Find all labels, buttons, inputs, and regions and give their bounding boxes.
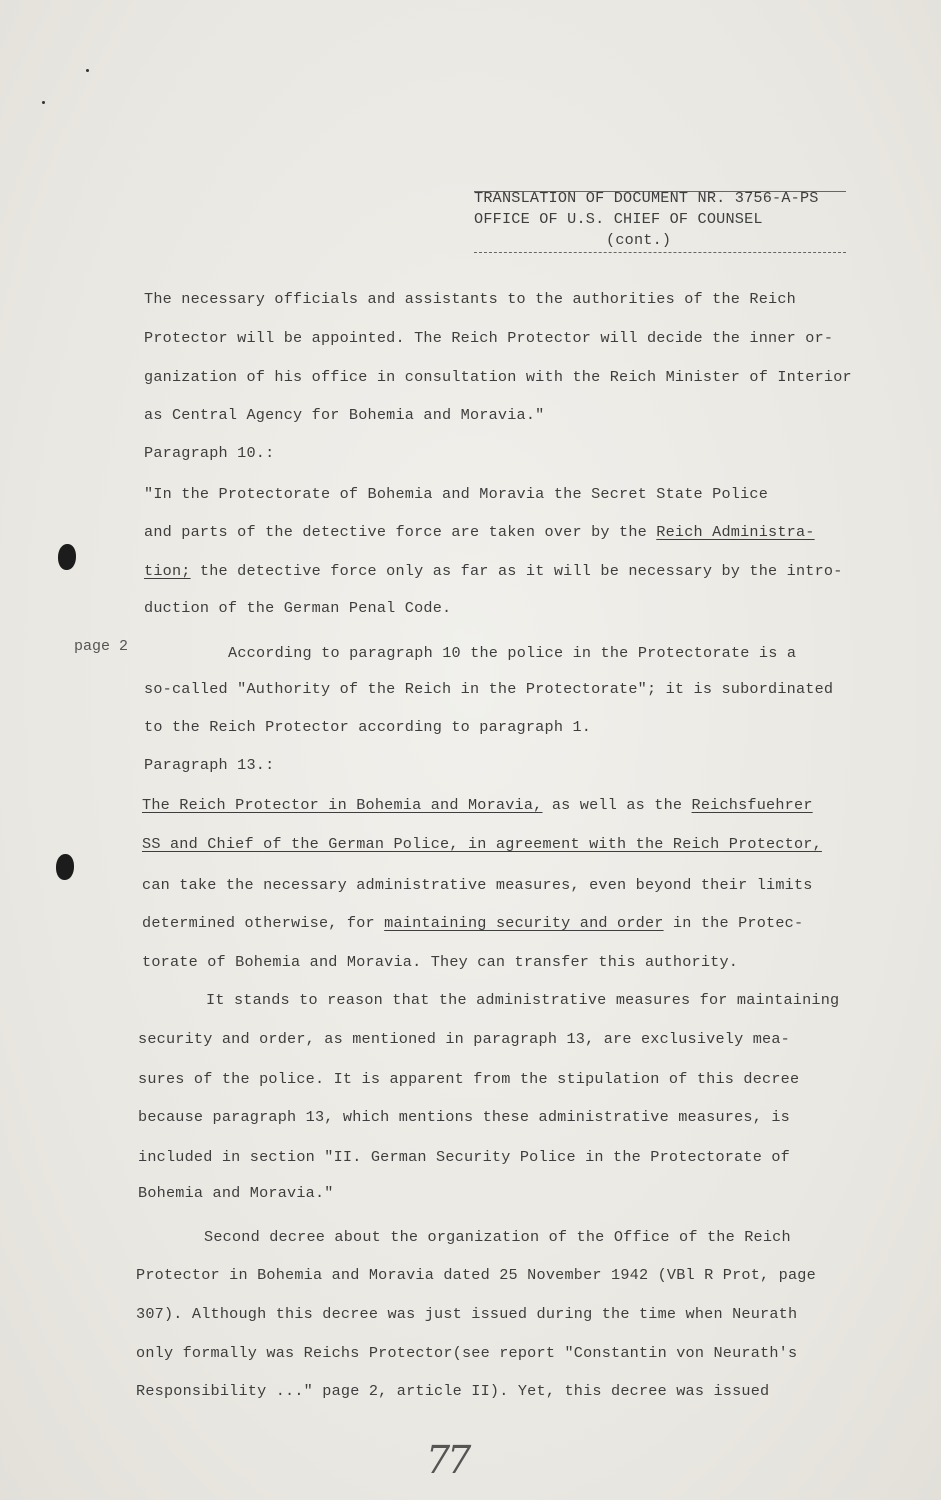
ink-speck: [86, 69, 89, 72]
underlined-text: tion;: [144, 562, 191, 580]
body-line: [144, 523, 815, 541]
underlined-text: Reichsfuehrer: [691, 796, 813, 814]
body-line: sures of the police. It is apparent from the stipulation of this decree: [138, 1070, 800, 1088]
body-line: because paragraph 13, which mentions these administrative measures, is: [138, 1108, 790, 1126]
body-text: as well as the: [542, 796, 692, 814]
body-text: the detective force only as far as it will be necessary by the intro-: [190, 562, 843, 580]
body-line: Protector in Bohemia and Moravia dated 25 November 1942 (VBl R Prot, page: [136, 1266, 816, 1284]
body-line: duction of the German Penal Code.: [144, 599, 452, 617]
underlined-text: SS and Chief of the German Police, in agreement with the Reich Protector,: [142, 835, 822, 853]
header-office: OFFICE OF U.S. CHIEF OF COUNSEL: [474, 210, 763, 228]
ink-speck: [42, 101, 45, 104]
body-text: in the Protec-: [663, 914, 804, 932]
body-line: torate of Bohemia and Moravia. They can transfer this authority.: [142, 953, 739, 971]
header-rule-bottom: [474, 252, 846, 253]
punch-hole: [56, 854, 74, 880]
body-line: Second decree about the organization of the Office of the Reich: [204, 1228, 791, 1246]
header-cont: (cont.): [606, 231, 672, 249]
body-line: The necessary officials and assistants to the authorities of the Reich: [144, 290, 796, 308]
body-line: only formally was Reichs Protector(see report "Constantin von Neurath's: [136, 1344, 798, 1362]
punch-hole: [58, 544, 76, 570]
body-line: can take the necessary administrative measures, even beyond their limits: [142, 876, 813, 894]
body-line: "In the Protectorate of Bohemia and Moravia the Secret State Police: [144, 485, 769, 503]
body-line: It stands to reason that the administrative measures for maintaining: [206, 991, 840, 1009]
body-line: [142, 796, 813, 814]
margin-page-note: page 2: [74, 638, 129, 655]
header-rule-top: [474, 191, 846, 192]
body-line: so-called "Authority of the Reich in the Protectorate"; it is subordinated: [144, 680, 834, 698]
underlined-text: Reich Administra-: [656, 523, 815, 541]
body-line: 307). Although this decree was just issued during the time when Neurath: [136, 1305, 798, 1323]
body-line: security and order, as mentioned in paragraph 13, are exclusively mea-: [138, 1030, 790, 1048]
handwritten-folio-number: 77: [426, 1438, 469, 1482]
body-line: According to paragraph 10 the police in the Protectorate is a: [228, 644, 797, 662]
body-line: included in section "II. German Security Police in the Protectorate of: [138, 1148, 790, 1166]
body-line: as Central Agency for Bohemia and Moravia.": [144, 406, 545, 424]
body-text: determined otherwise, for: [142, 914, 385, 932]
body-line: [142, 835, 822, 853]
body-line: ganization of his office in consultation with the Reich Minister of Interior: [144, 368, 852, 386]
paragraph-heading: Paragraph 13.:: [144, 756, 275, 774]
body-text: and parts of the detective force are taken over by the: [144, 523, 657, 541]
body-line: Protector will be appointed. The Reich Protector will decide the inner or-: [144, 329, 834, 347]
body-line: [142, 914, 803, 932]
paragraph-heading: Paragraph 10.:: [144, 444, 275, 462]
document-header: [474, 188, 846, 251]
underlined-text: maintaining security and order: [384, 914, 664, 932]
underlined-text: The Reich Protector in Bohemia and Moravia,: [142, 796, 543, 814]
header-title: TRANSLATION OF DOCUMENT NR. 3756-A-PS: [474, 189, 819, 207]
body-line: Responsibility ..." page 2, article II). Yet, this decree was issued: [136, 1382, 770, 1400]
body-line: to the Reich Protector according to paragraph 1.: [144, 718, 592, 736]
body-line: Bohemia and Moravia.": [138, 1184, 334, 1202]
body-line: [144, 562, 843, 580]
